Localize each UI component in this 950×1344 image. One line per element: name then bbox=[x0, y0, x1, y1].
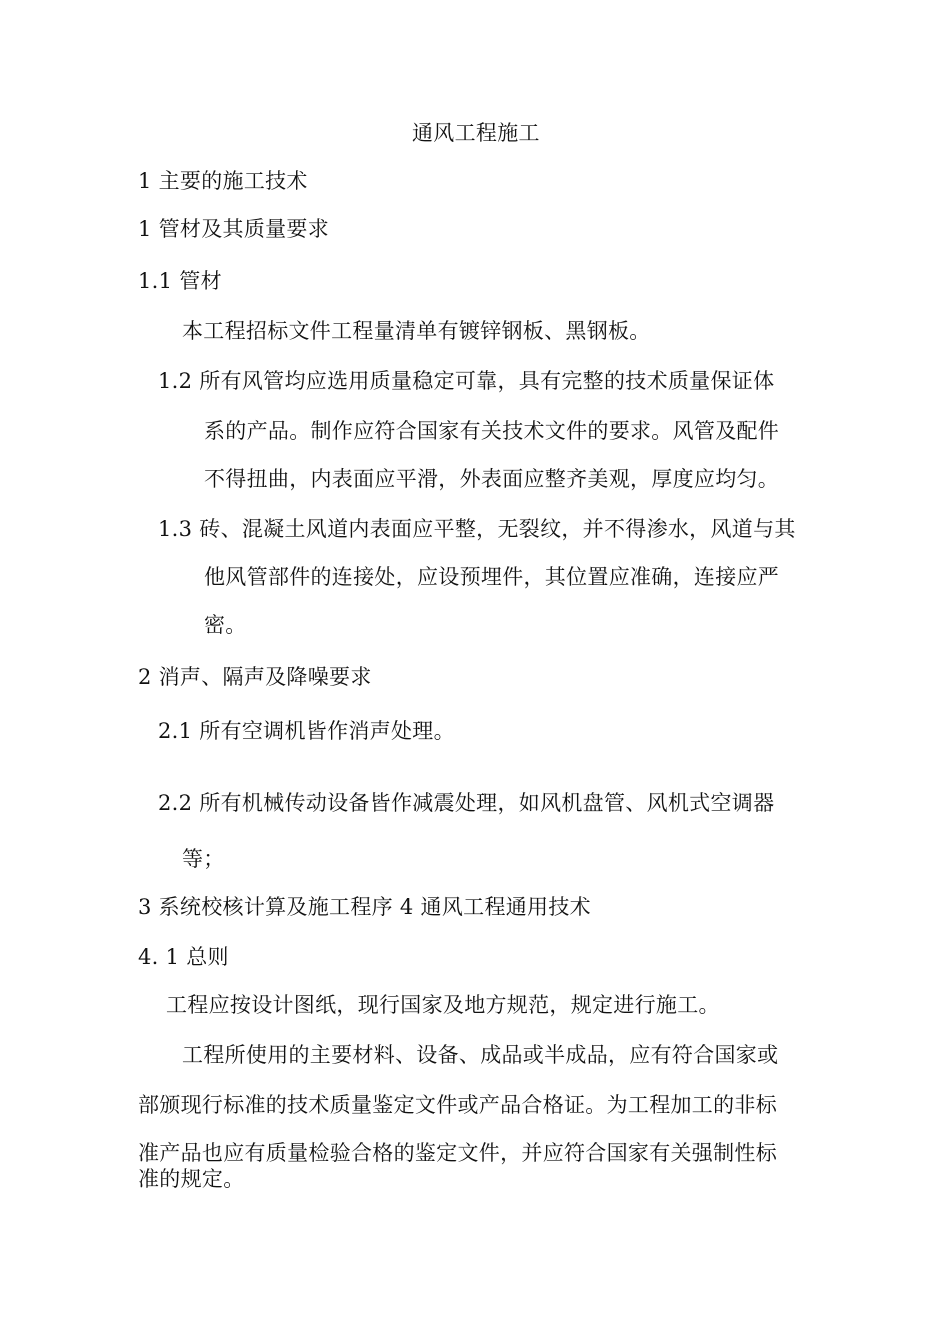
paragraph-line: 不得扭曲，内表面应平滑，外表面应整齐美观，厚度应均匀。 bbox=[204, 467, 780, 491]
paragraph-line: 等； bbox=[182, 847, 225, 871]
heading-system-check: 3 系统校核计算及施工程序 4 通风工程通用技术 bbox=[138, 895, 591, 919]
paragraph-line: 系的产品。制作应符合国家有关技术文件的要求。风管及配件 bbox=[204, 419, 780, 443]
heading-1-1: 1.1 管材 bbox=[138, 269, 222, 293]
paragraph-line: 1.2 所有风管均应选用质量稳定可靠，具有完整的技术质量保证体 bbox=[158, 369, 775, 393]
paragraph-line: 部颁现行标准的技术质量鉴定文件或产品合格证。为工程加工的非标 bbox=[138, 1093, 777, 1117]
paragraph-line: 2.2 所有机械传动设备皆作减震处理，如风机盘管、风机式空调器 bbox=[158, 791, 775, 815]
paragraph-line: 准的规定。 bbox=[138, 1167, 245, 1191]
heading-main-technology: 1 主要的施工技术 bbox=[138, 169, 308, 193]
heading-noise: 2 消声、隔声及降噪要求 bbox=[138, 665, 372, 689]
paragraph-line: 本工程招标文件工程量清单有镀锌钢板、黑钢板。 bbox=[182, 319, 651, 343]
heading-pipe-material: 1 管材及其质量要求 bbox=[138, 217, 330, 241]
paragraph-line: 工程所使用的主要材料、设备、成品或半成品，应有符合国家或 bbox=[182, 1043, 779, 1067]
paragraph-line: 他风管部件的连接处，应设预埋件，其位置应准确，连接应严 bbox=[204, 565, 780, 589]
paragraph-line: 准产品也应有质量检验合格的鉴定文件，并应符合国家有关强制性标 bbox=[138, 1141, 777, 1165]
paragraph-line: 密。 bbox=[204, 613, 247, 637]
heading-4-1: 4. 1 总则 bbox=[138, 945, 229, 969]
paragraph-line: 2.1 所有空调机皆作消声处理。 bbox=[158, 719, 455, 743]
document-title: 通风工程施工 bbox=[412, 121, 540, 145]
paragraph-line: 1.3 砖、混凝土风道内表面应平整，无裂纹，并不得渗水，风道与其 bbox=[158, 517, 796, 541]
paragraph-line: 工程应按设计图纸，现行国家及地方规范，规定进行施工。 bbox=[166, 993, 720, 1017]
